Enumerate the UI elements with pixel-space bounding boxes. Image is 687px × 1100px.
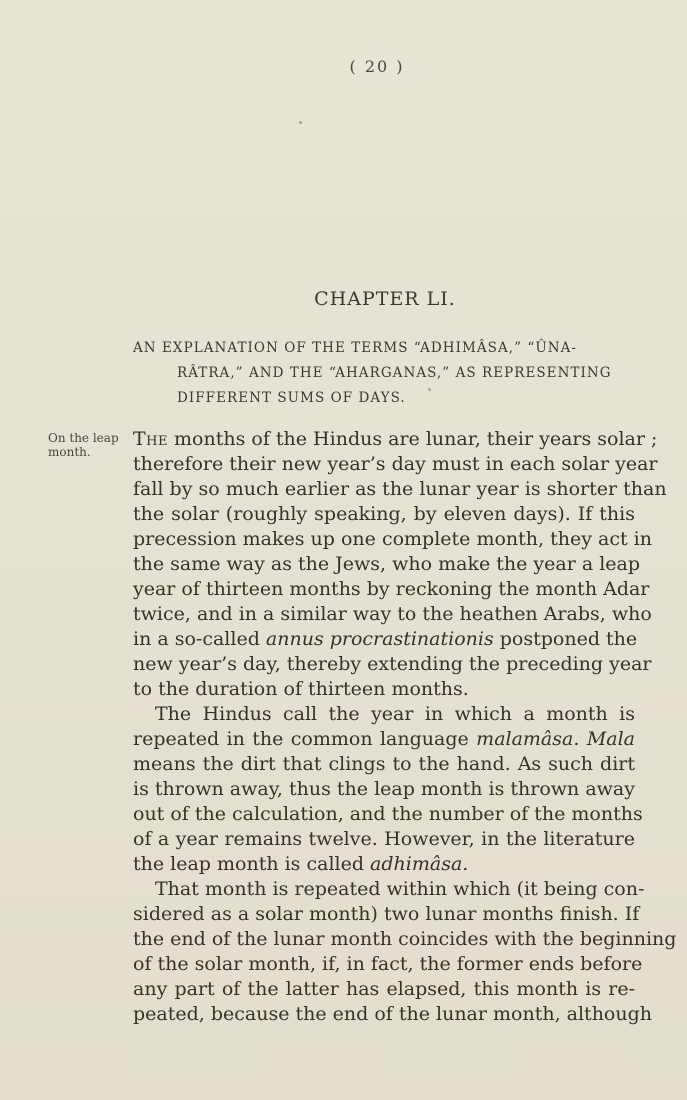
body-line: the solar (roughly speaking, by eleven days). If this: [133, 503, 635, 525]
body-text-span: The: [133, 428, 168, 450]
body-line: The Hindus call the year in which a month is: [155, 703, 635, 725]
body-line: [133, 852, 635, 877]
body-line: out of the calculation, and the number of the months: [133, 803, 643, 825]
body-line: precession makes up one complete month, they act in: [133, 528, 652, 550]
body-line: to the duration of thirteen months.: [133, 678, 469, 700]
body-line: is thrown away, thus the leap month is thrown away: [133, 778, 635, 800]
body-line: [133, 727, 635, 752]
page-number: ( 20 ): [349, 57, 405, 76]
margin-note-line: month.: [48, 445, 91, 459]
body-line: peated, because the end of the lunar month, although: [133, 1003, 653, 1025]
chapter-subtitle-line: RÂTRA,” AND THE “AHARGANAS,” AS REPRESENTING: [177, 365, 612, 381]
chapter-title: CHAPTER LI.: [314, 288, 456, 310]
body-line: means the dirt that clings to the hand. As such dirt: [133, 753, 635, 775]
body-line: of the solar month, if, in fact, the former ends before: [133, 953, 643, 975]
body-text-span: in a so-called: [133, 628, 266, 650]
ink-speck: [299, 121, 302, 124]
body-text-italic: Mala: [586, 728, 635, 750]
body-line: fall by so much earlier as the lunar year is shorter than: [133, 478, 667, 500]
chapter-subtitle-line: DIFFERENT SUMS OF DAYS.: [177, 390, 406, 406]
body-line: any part of the latter has elapsed, this month is re-: [133, 978, 635, 1000]
margin-note: [48, 431, 128, 459]
body-line: new year’s day, thereby extending the preceding year: [133, 653, 652, 675]
margin-note-line: On the leap: [48, 431, 119, 445]
body-line: sidered as a solar month) two lunar months finish. If: [133, 903, 640, 925]
body-line: the same way as the Jews, who make the year a leap: [133, 553, 641, 575]
body-line: the end of the lunar month coincides with the beginning: [133, 928, 677, 950]
body-text-span: [579, 728, 586, 750]
body-text-span: postponed the: [493, 628, 638, 650]
body-line: [133, 427, 658, 452]
body-line: year of thirteen months by reckoning the month Adar: [133, 578, 650, 600]
body-line: [133, 627, 638, 652]
body-text-italic: adhimâsa.: [370, 853, 469, 875]
body-line: of a year remains twelve. However, in the literature: [133, 828, 635, 850]
chapter-subtitle-line: AN EXPLANATION OF THE TERMS “ADHIMÂSA,” “ÛNA-: [133, 340, 578, 356]
body-text-span: the leap month is called: [133, 853, 371, 875]
body-text-span: repeated in the common language: [133, 728, 477, 750]
body-line: That month is repeated within which (it being con-: [155, 878, 645, 900]
body-text-italic: annus procrastinationis: [265, 628, 494, 650]
body-line: twice, and in a similar way to the heathen Arabs, who: [133, 603, 652, 625]
body-text-span: months of the Hindus are lunar, their years solar ;: [168, 428, 658, 450]
body-line: therefore their new year’s day must in each solar year: [133, 453, 658, 475]
body-text-italic: malamâsa.: [476, 728, 580, 750]
